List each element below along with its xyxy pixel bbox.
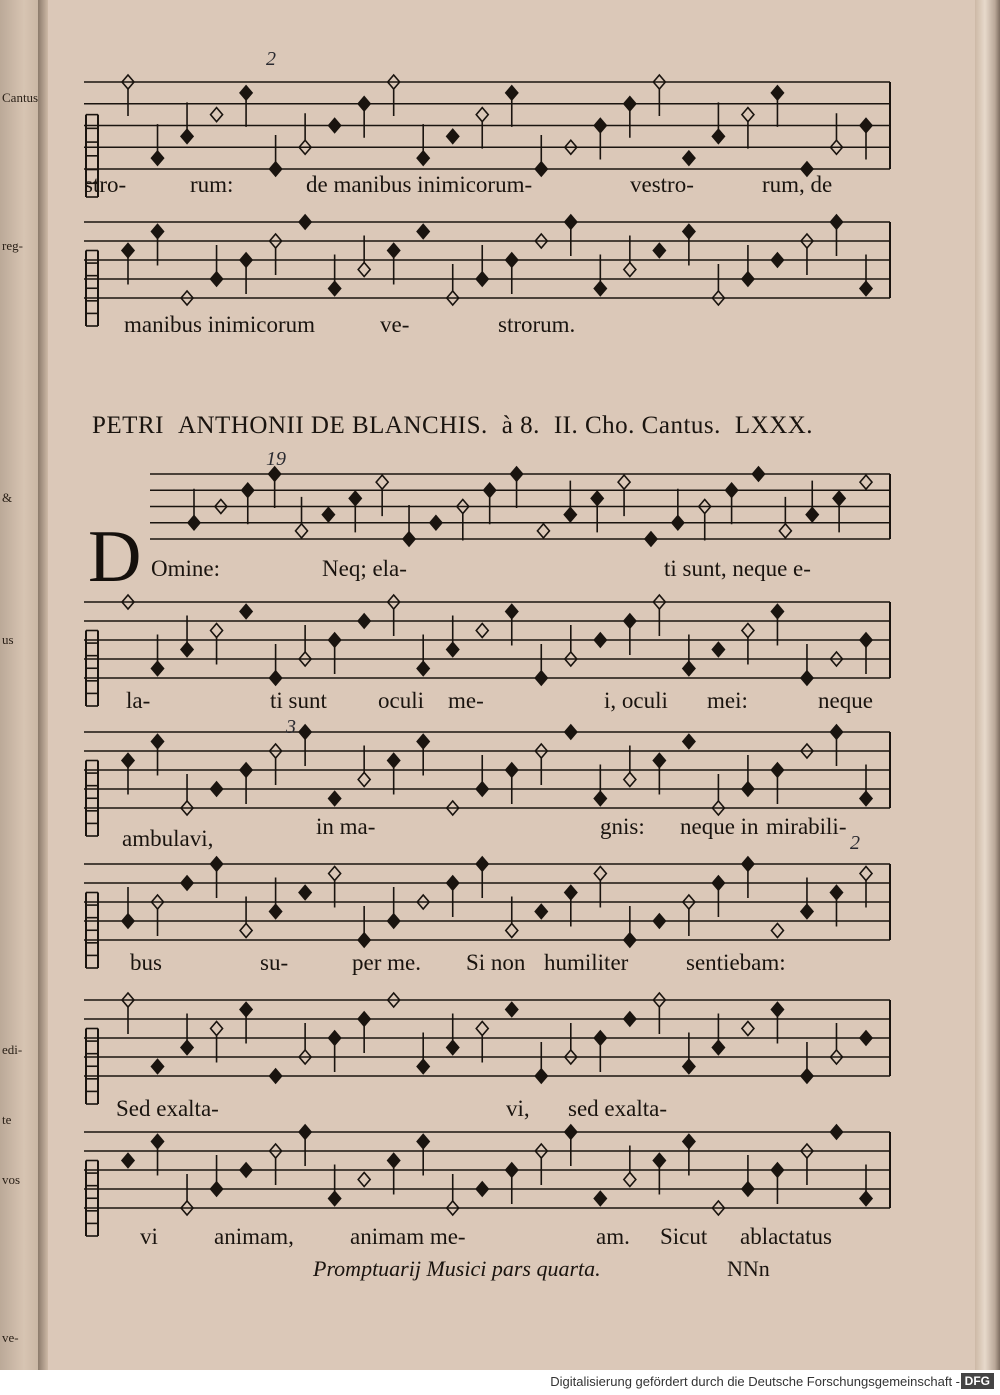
lyric: ve-: [380, 312, 410, 337]
footer-title: Promptuarij Musici pars quarta.: [313, 1256, 601, 1281]
credit-bar: [0, 1370, 1000, 1395]
lyric: humiliter: [544, 950, 629, 975]
lyric: ti sunt, neque e-: [664, 556, 811, 581]
margin-fragment: vos: [2, 1172, 21, 1187]
margin-fragment: edi-: [2, 1042, 23, 1057]
lyric: ablactatus: [740, 1224, 832, 1249]
margin-fragment: ve-: [2, 1330, 19, 1345]
decorated-initial: D: [88, 516, 142, 598]
margin-fragment: te: [2, 1112, 12, 1127]
staff: [84, 1125, 890, 1236]
staff: [84, 595, 890, 706]
margin-fragment: Cantus: [2, 90, 38, 105]
lyric: neque: [818, 688, 873, 713]
lyric: Si non: [466, 950, 526, 975]
piece-heading: [92, 412, 827, 440]
lyric: me-: [448, 688, 484, 713]
lyric: per me.: [352, 950, 421, 975]
lyric: strorum.: [498, 312, 576, 337]
lyric: gnis:: [600, 814, 645, 839]
lyric: Omine:: [151, 556, 220, 581]
lyric: animam me-: [350, 1224, 466, 1249]
margin-fragment: reg-: [2, 238, 23, 253]
lyric: am.: [596, 1224, 630, 1249]
lyric: i, oculi: [604, 688, 668, 713]
credit-text: Digitalisierung gefördert durch die Deutsche Forschungsgemeinschaft -: [550, 1374, 960, 1389]
lyric: su-: [260, 950, 289, 975]
handwritten-mark: 19: [266, 448, 286, 470]
lyric: vi,: [506, 1096, 530, 1121]
lyric: bus: [130, 950, 162, 975]
lyric: sentiebam:: [686, 950, 786, 975]
dfg-logo: DFG: [961, 1373, 994, 1389]
handwritten-mark: 2: [266, 48, 276, 70]
margin-fragment: us: [2, 632, 14, 647]
composer-first: PETRI: [92, 412, 164, 439]
staff: [150, 467, 890, 546]
piece-number: LXXX.: [734, 412, 814, 439]
lyric: la-: [126, 688, 151, 713]
lyric: ti sunt: [270, 688, 327, 713]
lyric: de manibus inimicorum-: [306, 172, 533, 197]
staff: [84, 993, 890, 1104]
signature-mark: NNn: [727, 1256, 770, 1281]
staff: [84, 215, 890, 326]
lyric: Sed exalta-: [116, 1096, 219, 1121]
lyric: ambulavi,: [122, 826, 214, 851]
handwritten-mark: 2: [850, 832, 860, 854]
lyric: neque in: [680, 814, 759, 839]
lyric: vestro-: [630, 172, 694, 197]
lyric: animam,: [214, 1224, 294, 1249]
lyric: mirabili-: [766, 814, 847, 839]
voice-count: à 8.: [501, 412, 540, 439]
lyric: rum:: [190, 172, 234, 197]
lyric: mei:: [707, 688, 748, 713]
lyric: stro-: [84, 172, 127, 197]
lyric: Neq; ela-: [322, 556, 407, 581]
lyric: rum, de: [762, 172, 833, 197]
lyric: in ma-: [316, 814, 376, 839]
lyric: vi: [140, 1224, 158, 1249]
lyric: Sicut: [660, 1224, 708, 1249]
lyric: oculi: [378, 688, 424, 713]
choir-part: II. Cho. Cantus.: [553, 412, 721, 439]
lyric: sed exalta-: [568, 1096, 667, 1121]
margin-fragment: &: [2, 490, 13, 505]
lyric: manibus inimicorum: [124, 312, 316, 337]
composer-name: ANTHONII DE BLANCHIS.: [177, 412, 488, 439]
handwritten-mark: 3: [286, 716, 296, 738]
